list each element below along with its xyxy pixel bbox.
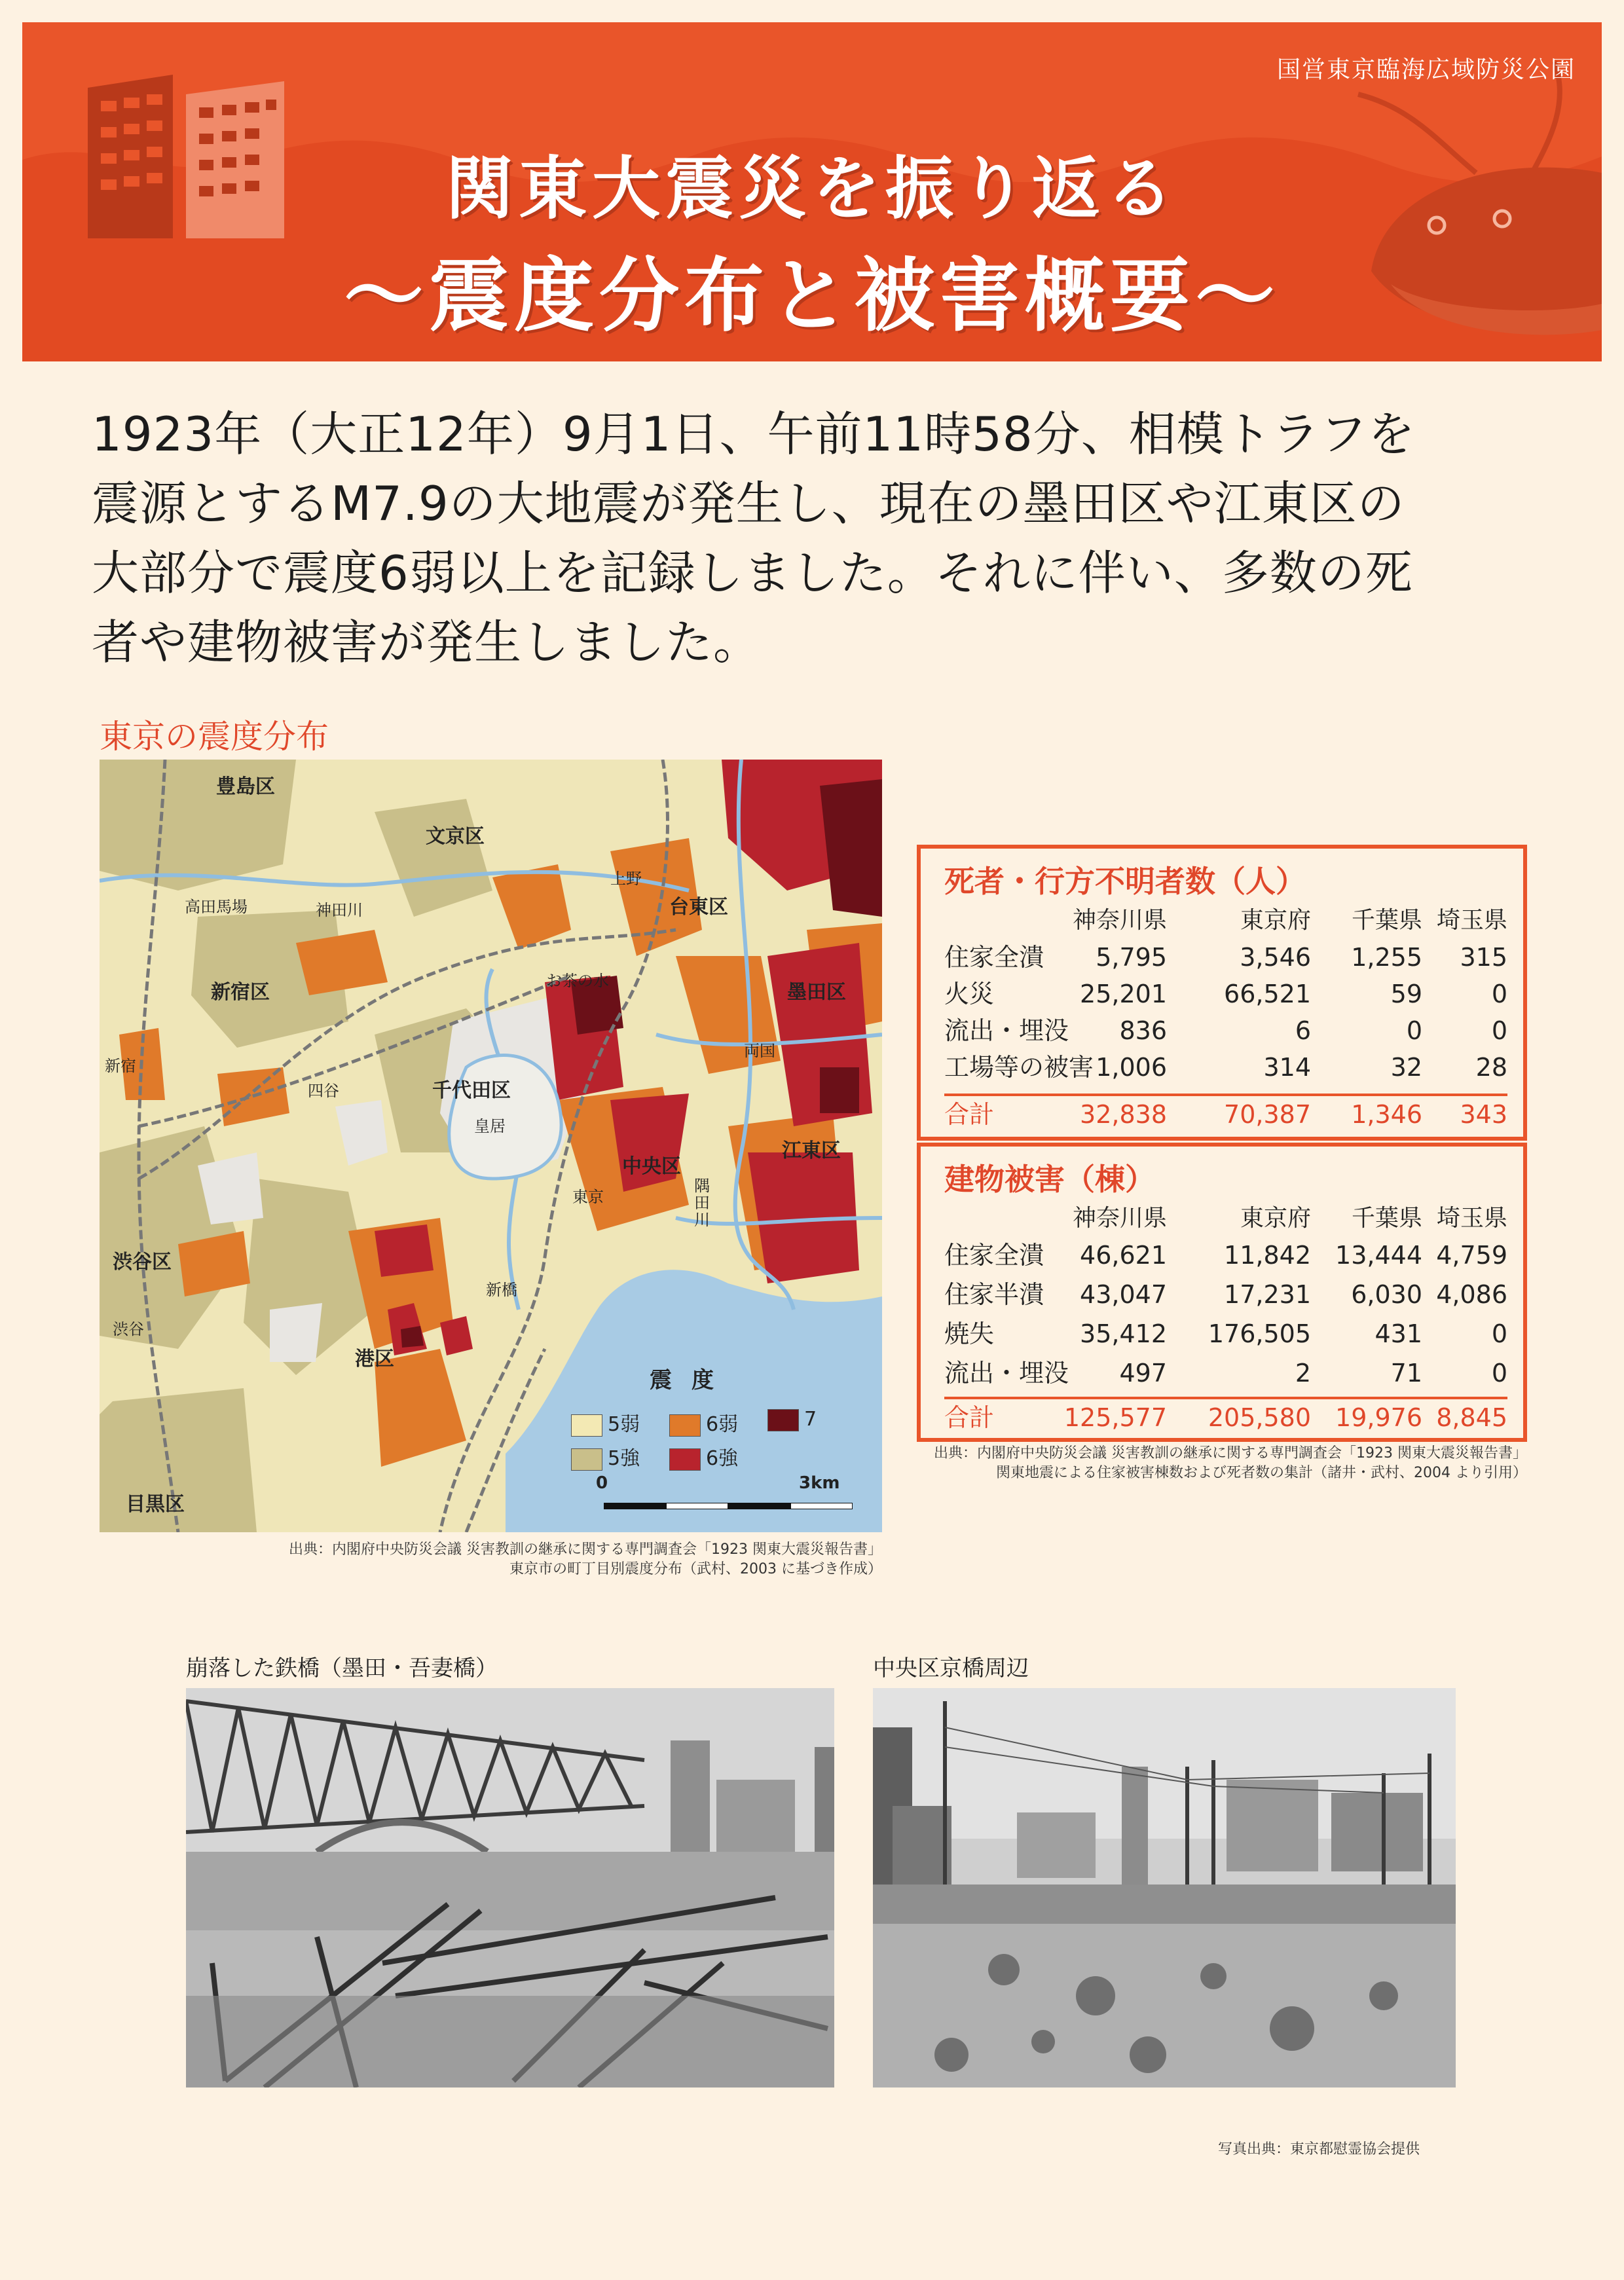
map-source [100, 1540, 882, 1579]
row-label: 流出・埋没 [944, 1359, 1069, 1388]
table-cell: 343 [1460, 1100, 1507, 1129]
table-cell: 5,795 [1096, 943, 1167, 972]
table-cell: 17,231 [1224, 1280, 1311, 1309]
intro-line: 大部分で震度6弱以上を記録しました。それに伴い、多数の死 [92, 545, 1413, 600]
page-title-line2: ～震度分布と被害概要～ [344, 249, 1280, 342]
table-row [944, 1012, 1507, 1049]
legend-label: 6弱 [706, 1413, 739, 1436]
photo-graphic [873, 1688, 1456, 2087]
legend-swatch [767, 1409, 799, 1431]
table-cell: 35,412 [1080, 1319, 1167, 1348]
table-cell: 0 [1491, 1359, 1507, 1388]
table-cell: 19,976 [1335, 1403, 1422, 1432]
row-label: 工場等の被害 [944, 1053, 1094, 1082]
row-label: 流出・埋没 [944, 1016, 1069, 1045]
scale-start-label: 0 [596, 1473, 608, 1493]
seismic-intensity-map [100, 760, 882, 1532]
table-source [917, 1444, 1527, 1483]
legend-item [669, 1408, 738, 1437]
legend-title: 震度 [650, 1367, 733, 1393]
map-label: 新宿区 [211, 981, 270, 1004]
table-cell: 8,845 [1436, 1403, 1507, 1432]
map-label: 東京 [572, 1188, 604, 1206]
map-label: 台東区 [669, 896, 728, 919]
table-cell: 0 [1491, 1016, 1507, 1045]
source-line: 出典：内閣府中央防災会議 災害教訓の継承に関する専門調査会「1923 関東大震災報告書」 [289, 1541, 882, 1558]
legend-swatch [669, 1448, 701, 1471]
table-row [944, 1315, 1507, 1355]
table-grid [944, 902, 1507, 1135]
table-row [944, 939, 1507, 976]
column-header: 東京府 [1240, 1205, 1311, 1232]
table-cell: 28 [1475, 1053, 1507, 1082]
table-cell: 25,201 [1080, 980, 1167, 1008]
column-header: 神奈川県 [1072, 907, 1167, 934]
map-label: 中央区 [622, 1155, 681, 1178]
row-label: 合計 [944, 1403, 995, 1432]
table-cell: 32 [1390, 1053, 1422, 1082]
map-label: 皇居 [474, 1117, 506, 1135]
source-line: 出典：内閣府中央防災会議 災害教訓の継承に関する専門調査会「1923 関東大震災報告書」 [934, 1445, 1527, 1462]
row-label: 合計 [944, 1100, 995, 1129]
map-label: お茶の水 [546, 972, 609, 990]
scale-end-label: 3km [799, 1473, 840, 1493]
legend-label: 7 [804, 1408, 817, 1431]
map-label: 新宿 [105, 1057, 136, 1075]
organization-name: 国営東京臨海広域防災公園 [1276, 56, 1576, 83]
map-label: 隅田川 [694, 1177, 710, 1229]
map-label: 千代田区 [432, 1079, 511, 1102]
map-label: 新橋 [486, 1281, 517, 1299]
column-header: 東京府 [1240, 907, 1311, 934]
legend-item [571, 1442, 640, 1471]
source-line: 関東地震による住家被害棟数および死者数の集計（諸井・武村、2004 より引用） [996, 1465, 1527, 1481]
table-cell: 66,521 [1224, 980, 1311, 1008]
table-cell: 4,086 [1436, 1280, 1507, 1309]
table-cell: 0 [1491, 1319, 1507, 1348]
table-cell: 46,621 [1080, 1241, 1167, 1270]
map-label: 上野 [610, 870, 642, 888]
table-cell: 125,577 [1063, 1403, 1167, 1432]
table-row [944, 1237, 1507, 1276]
table-cell: 6 [1295, 1016, 1311, 1045]
source-line: 東京市の町丁目別震度分布（武村、2003 に基づき作成） [509, 1561, 882, 1577]
table-cell: 3,546 [1240, 943, 1311, 972]
table-header-row [944, 1200, 1507, 1237]
table-cell: 2 [1295, 1359, 1311, 1388]
table-row [944, 1276, 1507, 1315]
map-label: 目黒区 [126, 1493, 185, 1516]
intro-line: 震源とするM7.9の大地震が発生し、現在の墨田区や江東区の [92, 476, 1405, 531]
map-label: 豊島区 [216, 775, 275, 798]
page-title-line1: 関東大震災を振り返る [445, 149, 1179, 229]
intro-line: 者や建物被害が発生しました。 [92, 615, 762, 670]
table-title: 死者・行方不明者数（人） [944, 864, 1306, 899]
header-banner [22, 22, 1602, 361]
table-row [944, 976, 1507, 1012]
table-cell: 1,006 [1096, 1053, 1167, 1082]
map-heading: 東京の震度分布 [100, 718, 329, 756]
table-cell: 315 [1460, 943, 1507, 972]
map-label: 高田馬場 [185, 898, 248, 916]
photo-graphic [186, 1688, 834, 2087]
table-cell: 314 [1263, 1053, 1311, 1082]
table-cell: 4,759 [1436, 1241, 1507, 1270]
row-label: 住家全潰 [944, 1241, 1044, 1270]
table-row [944, 1049, 1507, 1086]
column-header: 千葉県 [1351, 1205, 1422, 1232]
table-total-row [944, 1094, 1507, 1135]
photo-caption-left: 崩落した鉄橋（墨田・吾妻橋） [186, 1655, 498, 1682]
table-total-row [944, 1397, 1507, 1439]
table-cell: 70,387 [1224, 1100, 1311, 1129]
legend-swatch [669, 1414, 701, 1437]
table-grid [944, 1200, 1507, 1439]
map-label: 四谷 [308, 1082, 339, 1100]
map-label: 神田川 [316, 901, 363, 919]
column-header: 埼玉県 [1436, 907, 1507, 934]
table-cell: 59 [1390, 980, 1422, 1008]
buildings-table [917, 1143, 1527, 1442]
scale-bar [604, 1503, 853, 1509]
table-cell: 497 [1119, 1359, 1167, 1388]
table-row [944, 1355, 1507, 1394]
row-label: 住家全潰 [944, 943, 1044, 972]
row-label: 焼失 [944, 1319, 995, 1348]
table-cell: 431 [1375, 1319, 1422, 1348]
table-cell: 205,580 [1208, 1403, 1311, 1432]
table-cell: 43,047 [1080, 1280, 1167, 1309]
table-cell: 6,030 [1351, 1280, 1422, 1309]
photo-credit: 写真出典：東京都慰霊協会提供 [1218, 2141, 1420, 2158]
kyobashi-area-photo [873, 1688, 1456, 2087]
map-label: 両国 [744, 1042, 775, 1060]
table-cell: 836 [1119, 1016, 1167, 1045]
row-label: 火災 [944, 980, 995, 1008]
table-cell: 71 [1390, 1359, 1422, 1388]
deaths-table [917, 845, 1527, 1141]
map-label: 渋谷区 [113, 1251, 172, 1274]
table-cell: 13,444 [1335, 1241, 1422, 1270]
table-cell: 1,255 [1351, 943, 1422, 972]
table-cell: 32,838 [1080, 1100, 1167, 1129]
legend-swatch [571, 1414, 602, 1437]
legend-label: 5強 [608, 1447, 640, 1470]
legend-label: 6強 [706, 1447, 739, 1470]
column-header: 埼玉県 [1436, 1205, 1507, 1232]
column-header: 神奈川県 [1072, 1205, 1167, 1232]
photo-caption-right: 中央区京橋周辺 [873, 1655, 1029, 1682]
map-label: 渋谷 [113, 1320, 144, 1338]
collapsed-bridge-photo [186, 1688, 834, 2087]
table-cell: 176,505 [1208, 1319, 1311, 1348]
map-label: 墨田区 [787, 981, 846, 1004]
table-cell: 11,842 [1224, 1241, 1311, 1270]
map-label: 江東区 [782, 1139, 841, 1162]
legend-item [571, 1408, 640, 1437]
table-header-row [944, 902, 1507, 939]
column-header: 千葉県 [1351, 907, 1422, 934]
map-label: 港区 [355, 1348, 394, 1370]
table-cell: 0 [1491, 980, 1507, 1008]
row-label: 住家半潰 [944, 1280, 1044, 1309]
legend-item [767, 1408, 817, 1431]
legend-label: 5弱 [608, 1413, 640, 1436]
map-label: 文京区 [426, 825, 485, 848]
table-title: 建物被害（棟） [944, 1162, 1155, 1197]
legend-swatch [571, 1448, 602, 1471]
legend-item [669, 1442, 738, 1471]
intro-line: 1923年（大正12年）9月1日、午前11時58分、相模トラフを [92, 407, 1416, 462]
intro-paragraph [92, 399, 1545, 677]
table-cell: 1,346 [1351, 1100, 1422, 1129]
table-cell: 0 [1406, 1016, 1422, 1045]
